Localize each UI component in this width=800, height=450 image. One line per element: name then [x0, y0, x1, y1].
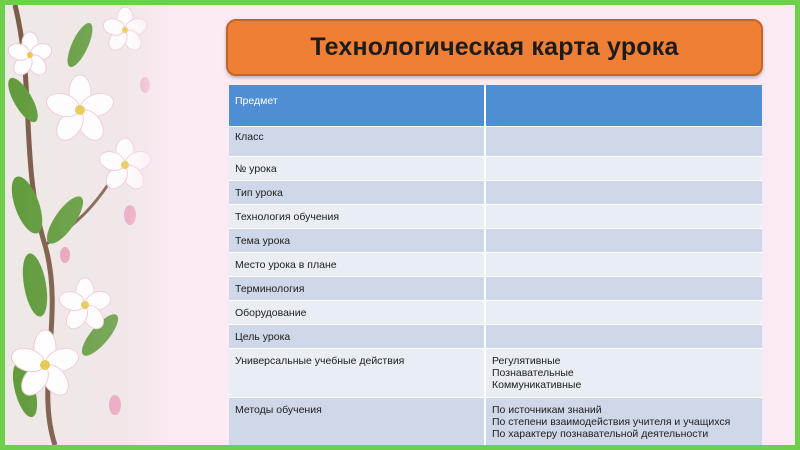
table-row	[229, 253, 762, 277]
row-value-cell	[486, 157, 762, 181]
row-label-cell: Универсальные учебные действия	[229, 349, 486, 398]
row-value-cell	[486, 301, 762, 325]
row-label-cell: Цель урока	[229, 325, 486, 349]
slide-title: Технологическая карта урока	[310, 33, 679, 61]
table-row	[229, 349, 762, 398]
lesson-plan-table	[229, 85, 762, 447]
row-value-line: По степени взаимодействия учителя и учащихся	[492, 416, 731, 428]
row-value-cell	[486, 181, 762, 205]
row-label-cell: Тип урока	[229, 181, 486, 205]
row-value-cell	[486, 205, 762, 229]
row-value-line: По источникам знаний	[492, 404, 602, 416]
table-row	[229, 398, 762, 447]
table-row	[229, 205, 762, 229]
table-row	[229, 127, 762, 157]
row-value-cell	[486, 127, 762, 157]
table-header-row	[229, 85, 762, 127]
row-label-cell: Класс	[229, 127, 486, 157]
row-label-cell: № урока	[229, 157, 486, 181]
table-row	[229, 325, 762, 349]
table-row	[229, 301, 762, 325]
row-value-cell	[486, 325, 762, 349]
row-label-cell: Место урока в плане	[229, 253, 486, 277]
row-value-line: По характеру познавательной деятельности	[492, 428, 709, 440]
row-label-cell: Оборудование	[229, 301, 486, 325]
row-label-cell: Тема урока	[229, 229, 486, 253]
table-row	[229, 277, 762, 301]
row-value-line: Регулятивные	[492, 355, 561, 367]
apple-blossom-decoration	[5, 5, 170, 445]
header-value-cell	[486, 85, 762, 127]
row-value-line: Коммуникативные	[492, 379, 582, 391]
row-label-cell: Методы обучения	[229, 398, 486, 447]
row-value-cell	[486, 398, 762, 447]
row-value-cell	[486, 349, 762, 398]
row-value-cell	[486, 253, 762, 277]
row-label-cell: Терминология	[229, 277, 486, 301]
table-row	[229, 181, 762, 205]
header-label-cell: Предмет	[229, 85, 486, 127]
row-value-cell	[486, 277, 762, 301]
table-row	[229, 157, 762, 181]
row-value-line: Познавательные	[492, 367, 574, 379]
table-row	[229, 229, 762, 253]
row-label-cell: Технология обучения	[229, 205, 486, 229]
title-banner	[226, 19, 763, 76]
row-value-cell	[486, 229, 762, 253]
